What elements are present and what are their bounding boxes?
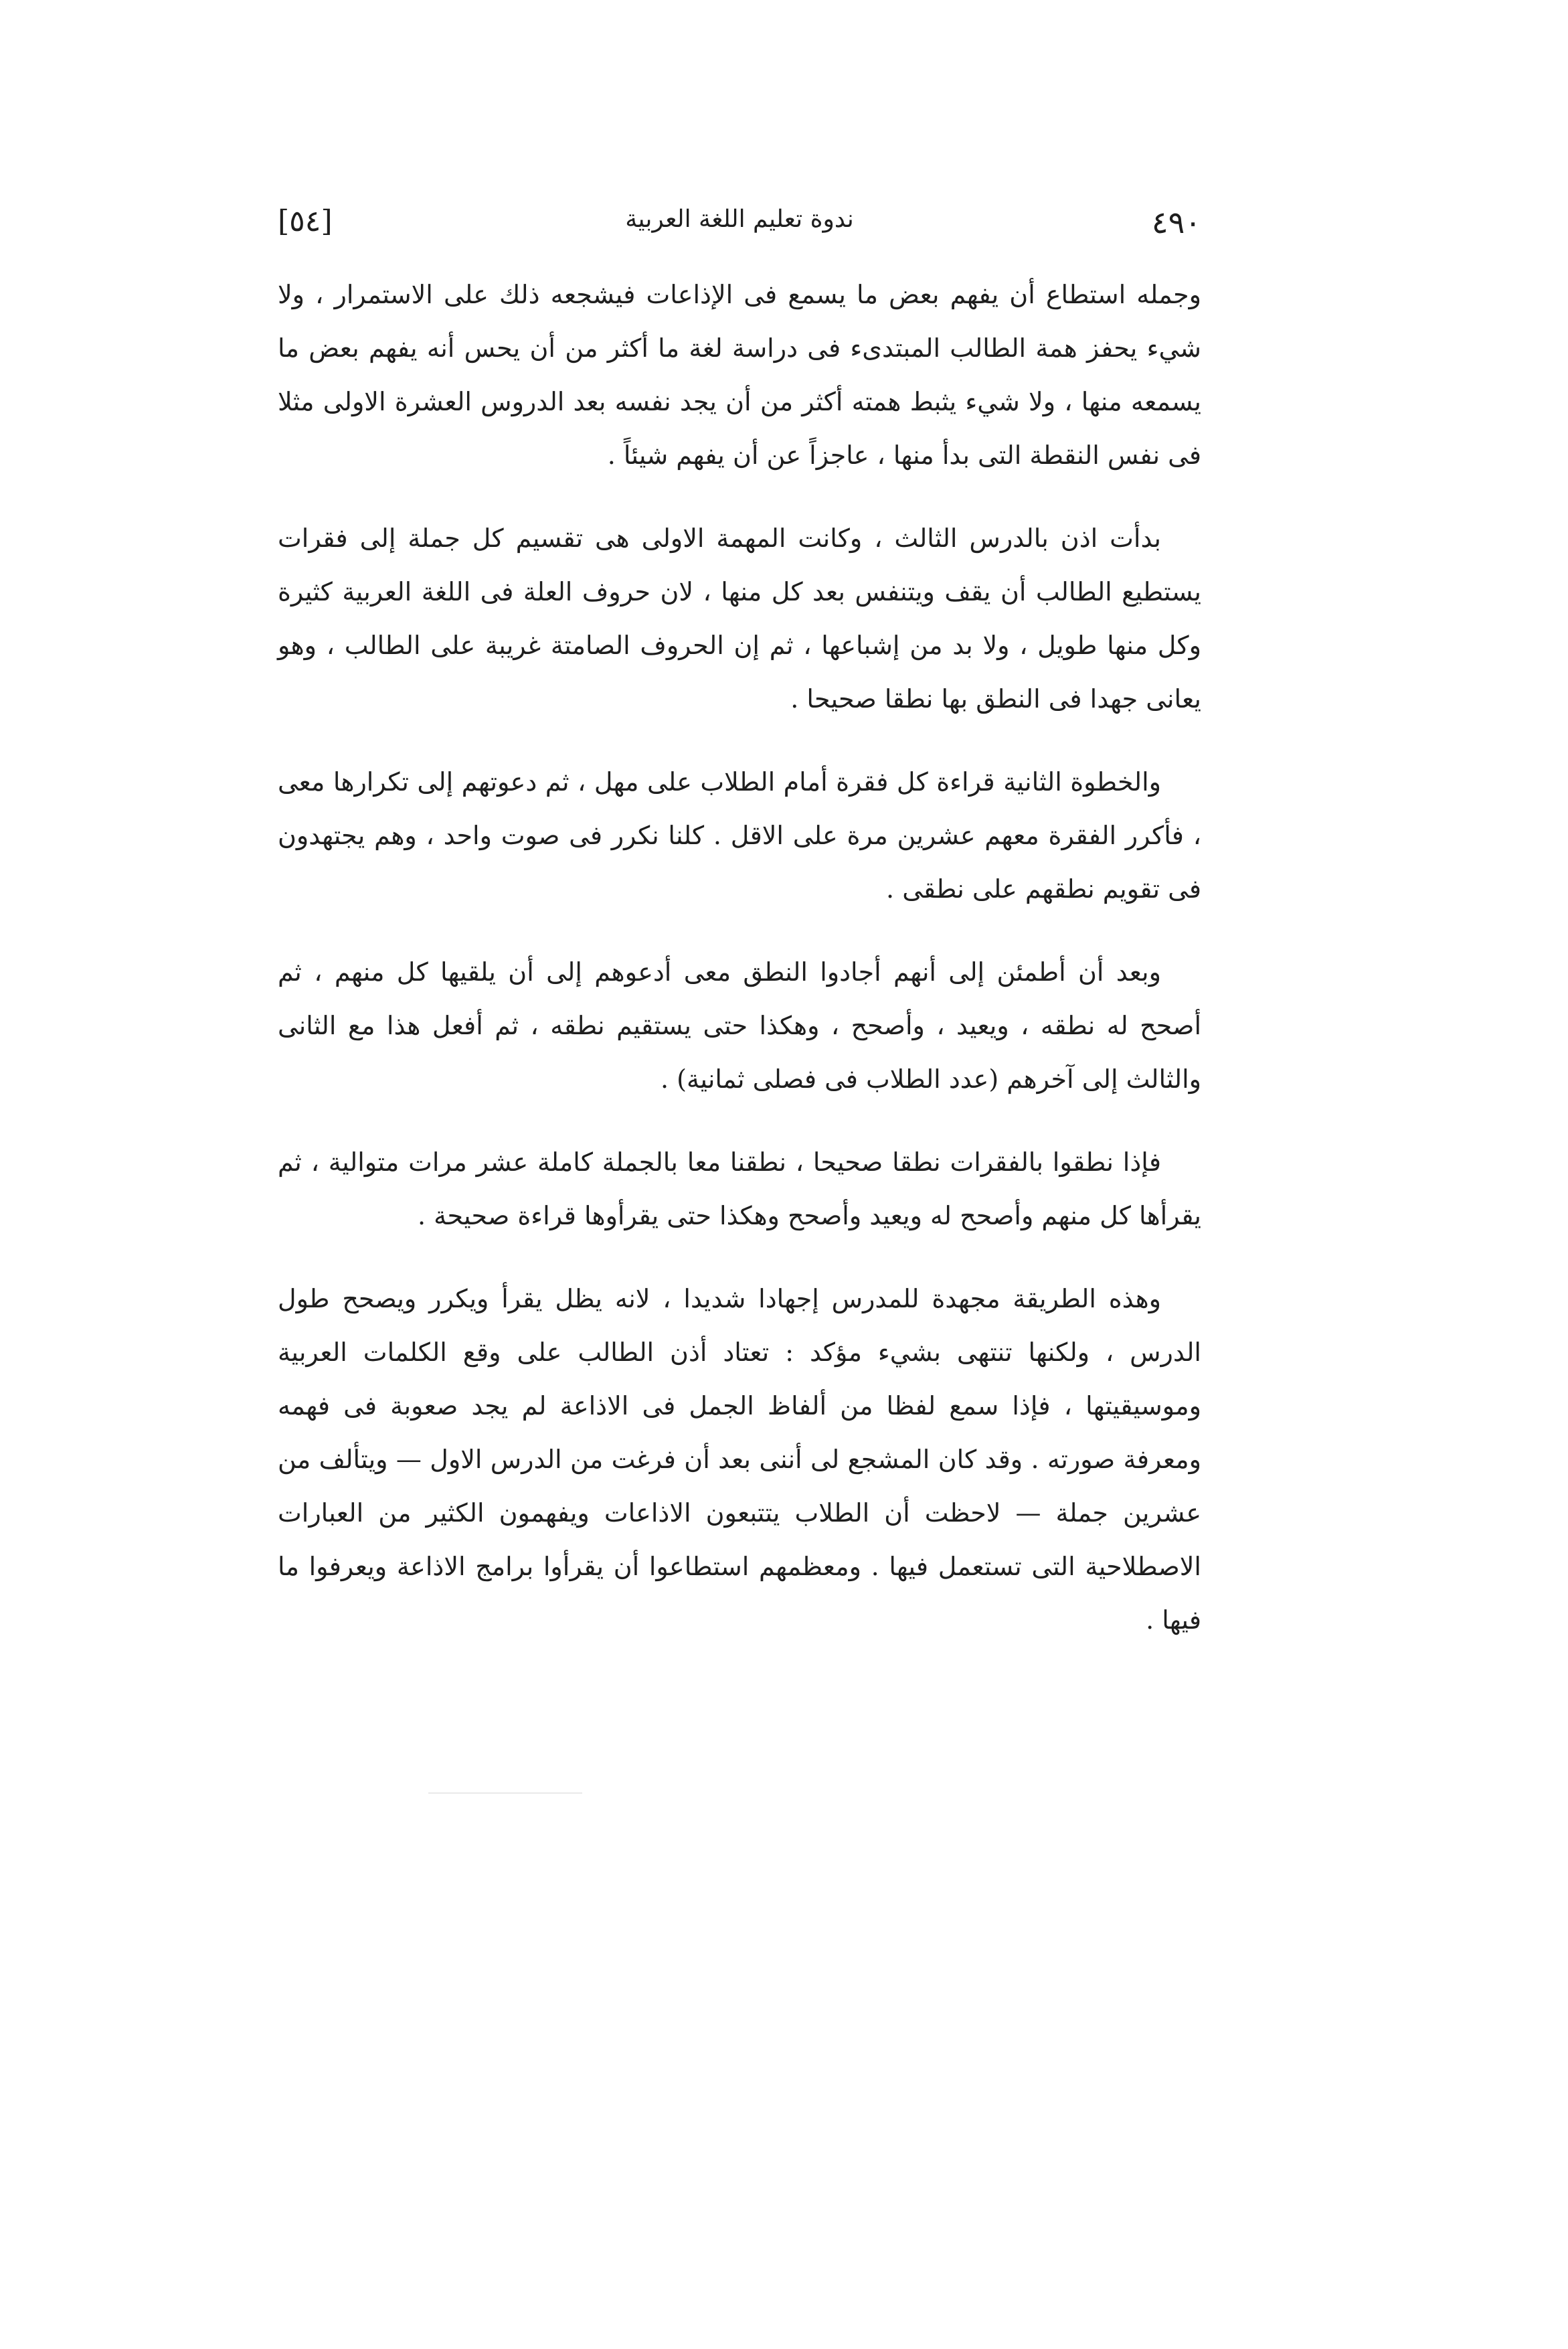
paragraph: والخطوة الثانية قراءة كل فقرة أمام الطلاب على مهل ، ثم دعوتهم إلى تكرارها معى ، فأكرر الفقرة معهم عشرين مرة على الاقل . كلنا نكرر فى صوت واحد ، وهم يجتهدون فى تقويم نطقهم على نطقى . bbox=[278, 767, 1201, 904]
paragraph: وبعد أن أطمئن إلى أنهم أجادوا النطق معى أدعوهم إلى أن يلقيها كل منهم ، ثم أصحح له نطقه ، ويعيد ، وأصحح ، وهكذا حتى يستقيم نطقه ، ثم أفعل هذا مع الثانى والثالث إلى آخرهم (عدد الطلاب فى فصلى ثمانية) . bbox=[278, 957, 1201, 1094]
paragraph: بدأت اذن بالدرس الثالث ، وكانت المهمة الاولى هى تقسيم كل جملة إلى فقرات يستطيع الطالب أن يقف ويتنفس بعد كل منها ، لان حروف العلة فى اللغة العربية كثيرة وكل منها طويل ، ولا بد من إشباعها ، ثم إن الحروف الصامتة غريبة على الطالب ، وهو يعانى جهدا فى النطق بها نطقا صحيحا . bbox=[278, 523, 1201, 714]
body-text bbox=[278, 268, 1201, 1676]
page-header bbox=[278, 204, 1201, 264]
paragraph: فإذا نطقوا بالفقرات نطقا صحيحا ، نطقنا معا بالجملة كاملة عشر مرات متوالية ، ثم يقرأها كل منهم وأصحح له ويعيد وأصحح وهكذا حتى يقرأوها قراءة صحيحة . bbox=[278, 1147, 1201, 1230]
paragraph: وهذه الطريقة مجهدة للمدرس إجهادا شديدا ، لانه يظل يقرأ ويكرر ويصحح طول الدرس ، ولكنها تنتهى بشيء مؤكد : تعتاد أذن الطالب على وقع الكلمات العربية وموسيقيتها ، فإذا سمع لفظا من ألفاظ الجمل فى الاذاعة لم يجد صعوبة فى فهمه ومعرفة صورته . وقد كان المشجع لى أننى بعد أن فرغت من الدرس الاول — ويتألف من عشرين جملة — لاحظت أن الطلاب يتتبعون الاذاعات ويفهمون الكثير من العبارات الاصطلاحية التى تستعمل فيها . ومعظمهم استطاعوا أن يقرأوا برامج الاذاعة ويعرفوا ما فيها . bbox=[278, 1284, 1201, 1635]
section-number: [٥٤] bbox=[278, 204, 333, 238]
paragraph: وجمله استطاع أن يفهم بعض ما يسمع فى الإذاعات فيشجعه ذلك على الاستمرار ، ولا شيء يحفز همة الطالب المبتدىء فى دراسة لغة ما أكثر من أن يحس أنه يفهم بعض ما يسمعه منها ، ولا شيء يثبط همته أكثر من أن يجد نفسه بعد الدروس العشرة الاولى مثلا فى نفس النقطة التى بدأ منها ، عاجزاً عن أن يفهم شيئاً . bbox=[278, 280, 1201, 470]
running-title: ندوة تعليم اللغة العربية bbox=[625, 206, 854, 233]
page-number: ٤٩٠ bbox=[1151, 204, 1201, 240]
